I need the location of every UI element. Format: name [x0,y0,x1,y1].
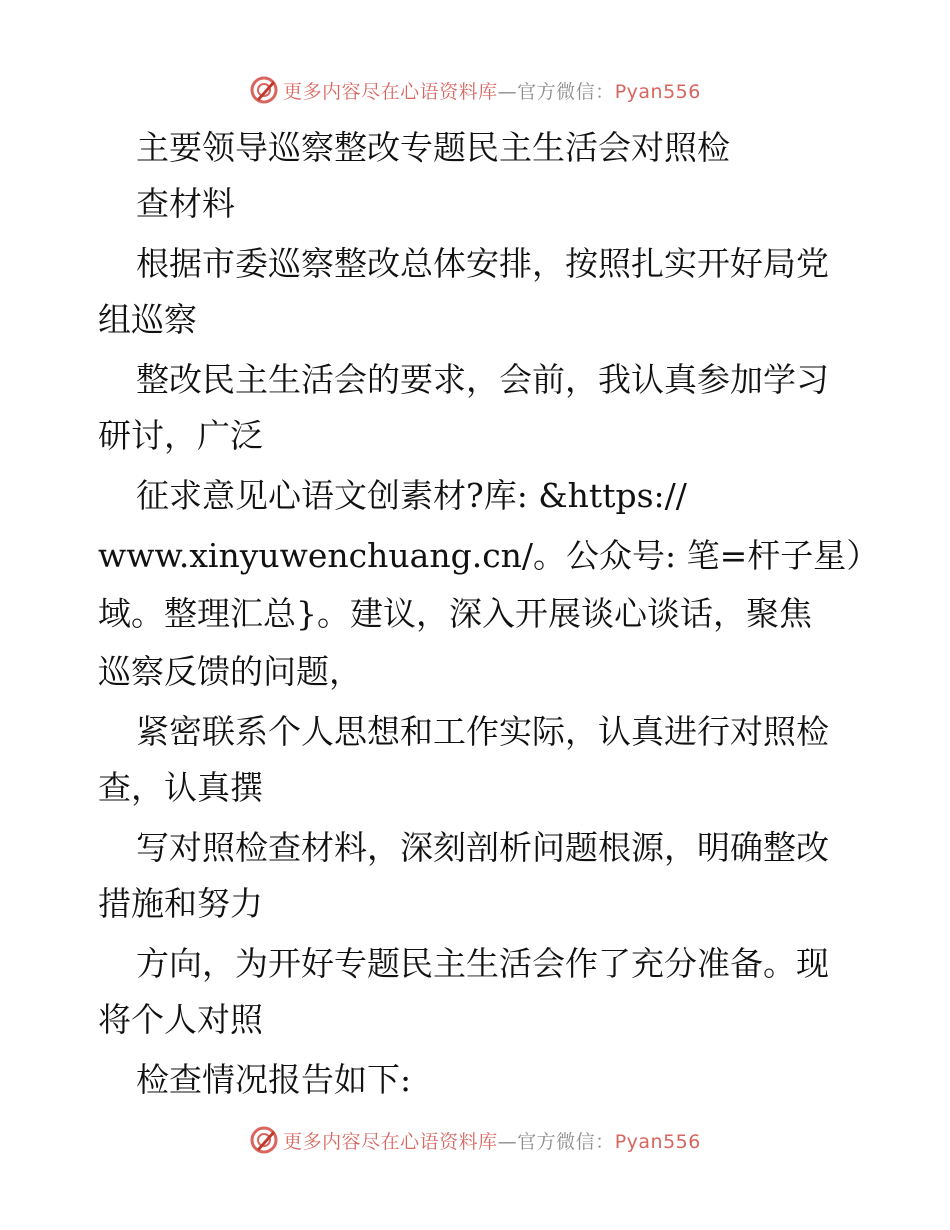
doc-line: 措施和努力 [98,884,263,923]
doc-line: 紧密联系个人思想和工作实际，认真进行对照检 [136,712,829,751]
doc-line: 查，认真撰 [98,768,263,807]
banner-wechat-id: Pyan556 [614,80,701,103]
banner-separator: — [497,1130,518,1153]
doc-line: 研讨，广泛 [98,416,263,455]
pen-circle-logo-icon [249,1125,279,1155]
footer-banner [0,1120,950,1160]
doc-line: 巡察反馈的问题， [98,652,362,691]
pen-circle-logo-icon [249,75,279,105]
doc-line: 查材料 [136,184,235,223]
banner-wechat-id: Pyan556 [614,1130,701,1153]
banner-main-text: 更多内容尽在心语资料库 [283,80,498,103]
banner-wechat-label: 官方微信： [517,80,615,103]
doc-line: 写对照检查材料，深刻剖析问题根源，明确整改 [136,828,829,867]
doc-line: 方向，为开好专题民主生活会作了充分准备。现 [136,944,829,983]
doc-line: 组巡察 [98,300,197,339]
doc-line: 征求意见心语文创素材?库: &https:// [136,476,687,515]
doc-line: www.xinyuwenchuang.cn/。公众号: 笔=杆子星） [98,536,880,575]
banner-separator: — [497,80,518,103]
doc-line: 检查情况报告如下: [136,1060,412,1099]
doc-line: 将个人对照 [98,1000,263,1039]
banner-main-text: 更多内容尽在心语资料库 [283,1130,498,1153]
doc-line: 域。整理汇总}。建议，深入开展谈心谈话，聚焦 [98,594,812,633]
doc-line: 整改民主生活会的要求，会前，我认真参加学习 [136,360,829,399]
banner-wechat-label: 官方微信： [517,1130,615,1153]
header-banner [0,70,950,110]
doc-line: 根据市委巡察整改总体安排，按照扎实开好局党 [136,244,829,283]
doc-line: 主要领导巡察整改专题民主生活会对照检 [136,128,730,167]
